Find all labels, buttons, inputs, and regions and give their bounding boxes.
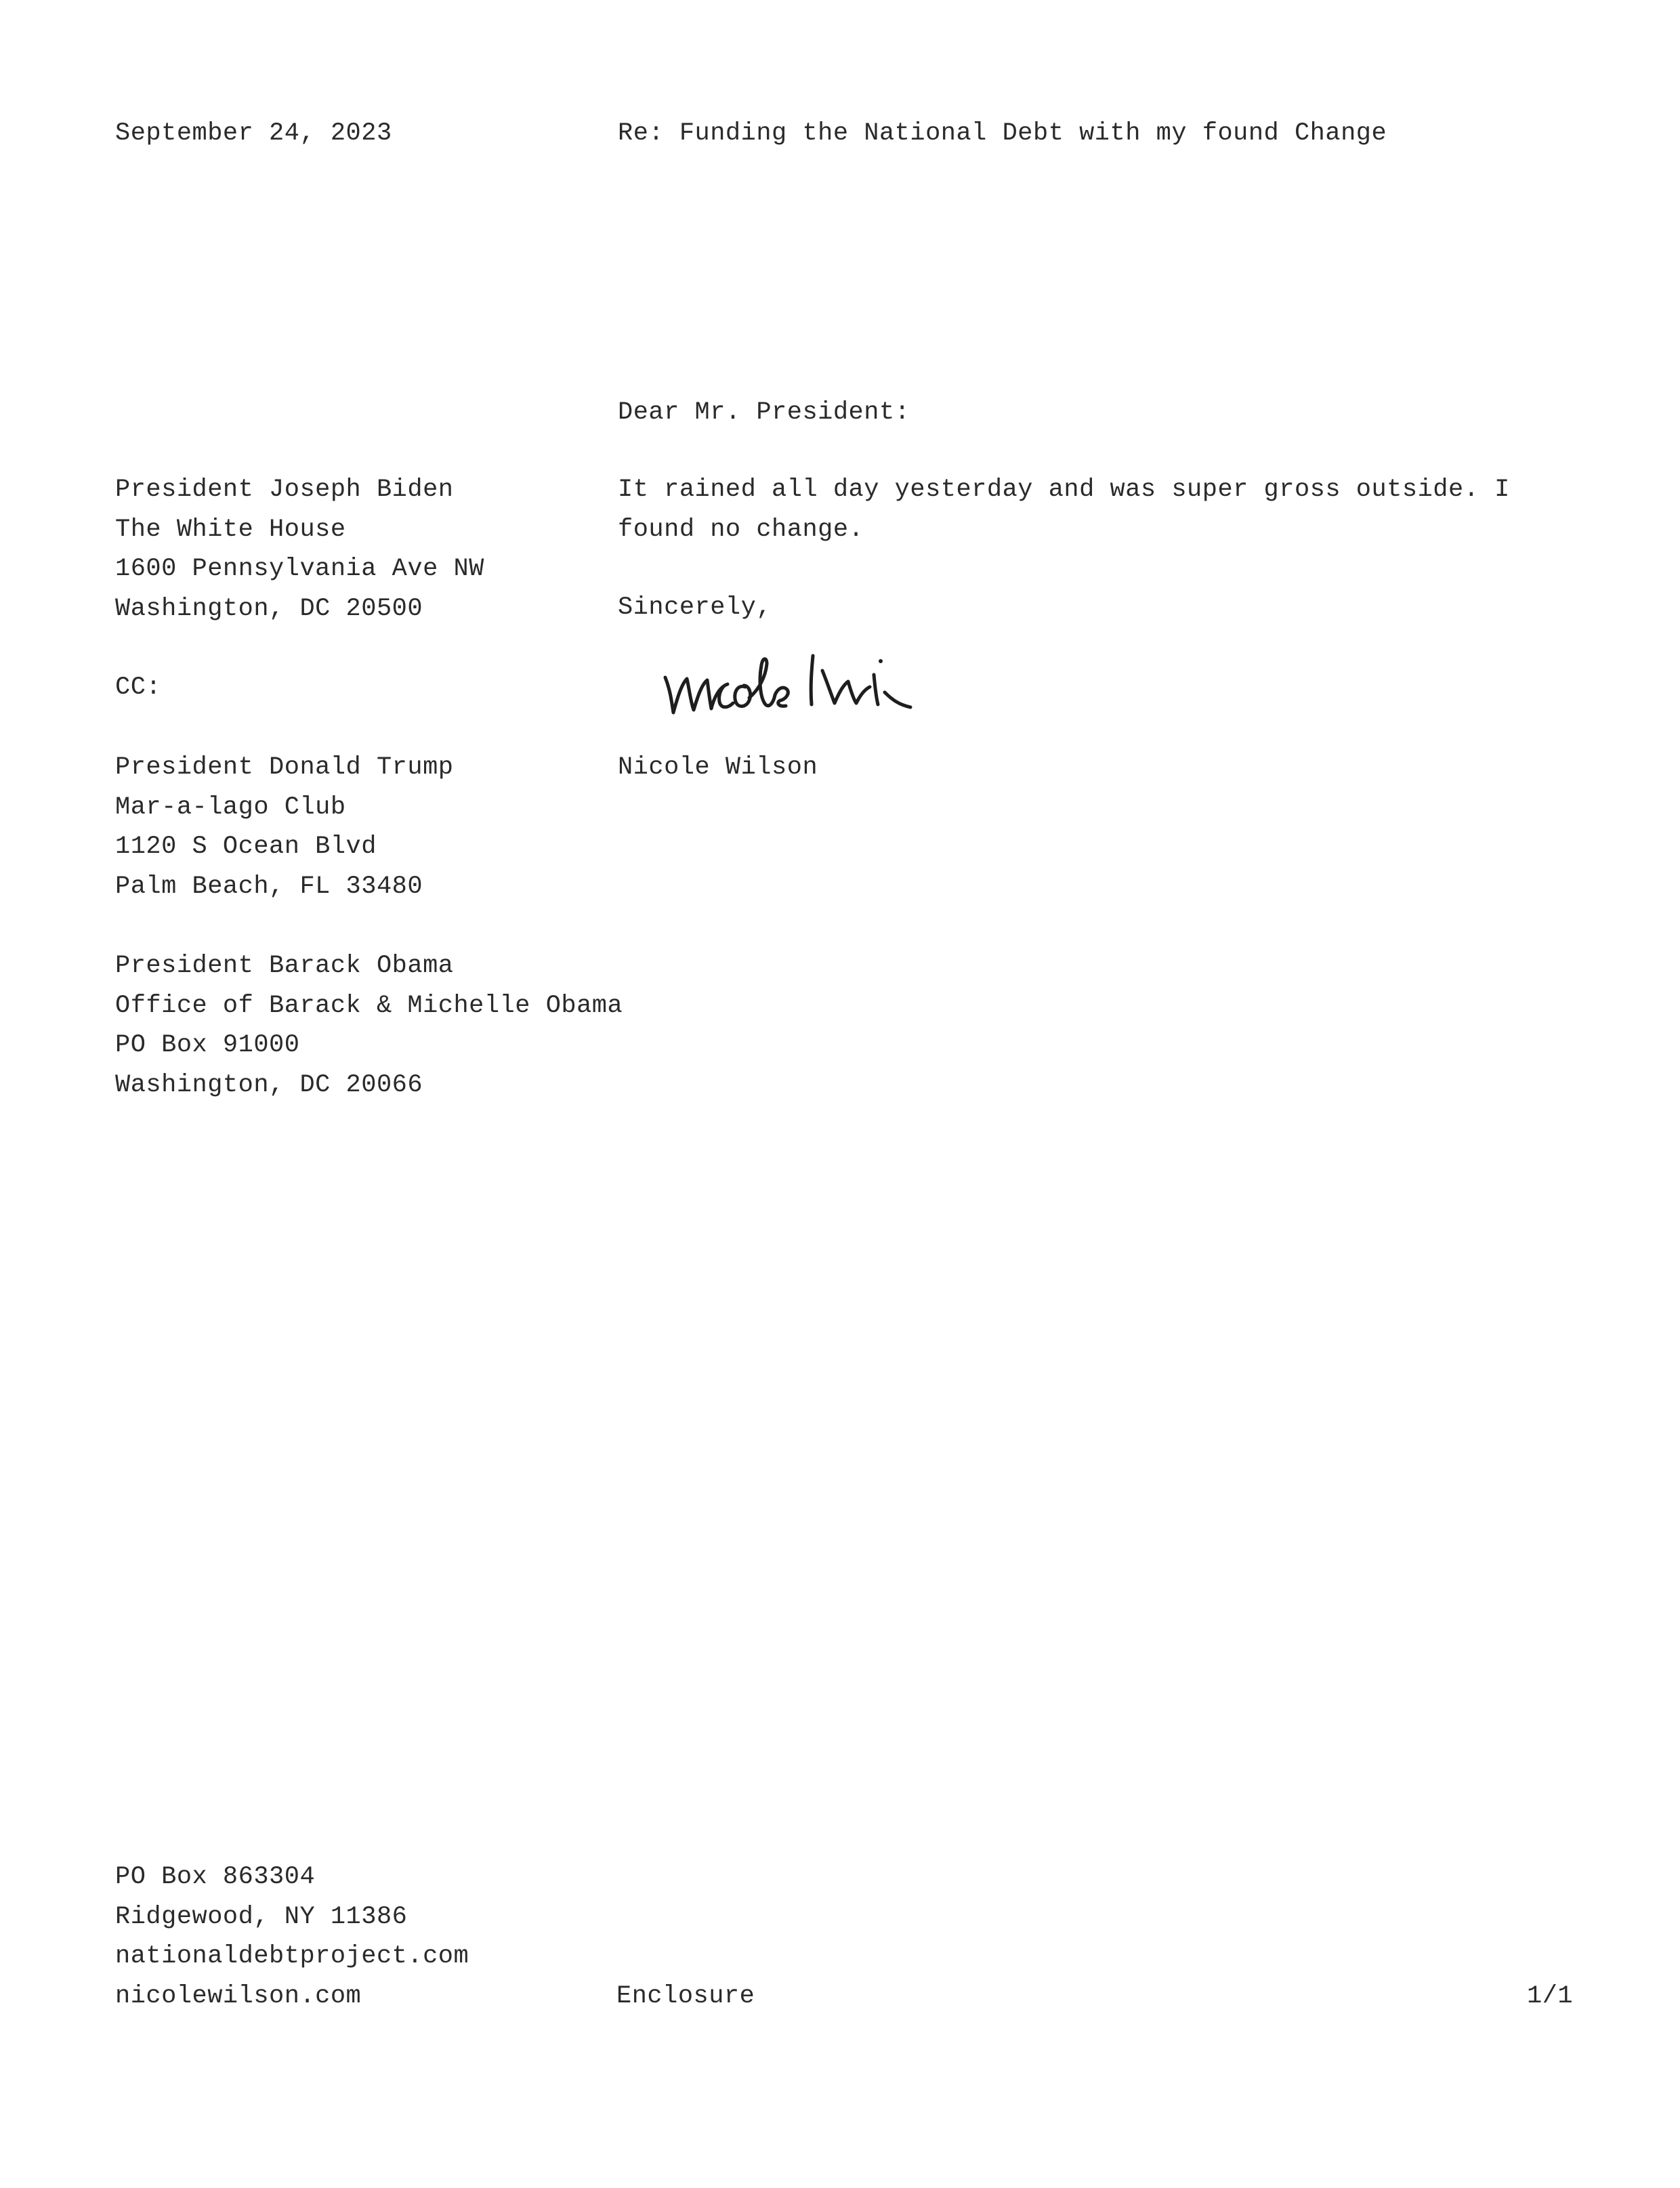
address-line: Office of Barack & Michelle Obama (115, 991, 623, 1020)
address-line: 1120 S Ocean Blvd (115, 833, 377, 861)
address-line: Palm Beach, FL 33480 (115, 872, 423, 901)
handwritten-signature (657, 637, 982, 725)
signer-name: Nicole Wilson (618, 753, 818, 782)
cc-address-trump (115, 748, 453, 906)
letter-body: It rained all day yesterday and was super gross outside. I found no change. (618, 476, 1510, 544)
address-line: PO Box 91000 (115, 1031, 300, 1059)
address-line: The White House (115, 515, 346, 544)
closing: Sincerely, (618, 593, 772, 622)
address-line: President Barack Obama (115, 952, 454, 980)
recipient-address (115, 470, 484, 629)
cc-address-obama (115, 946, 623, 1105)
sender-website: nationaldebtproject.com (115, 1942, 469, 1971)
letter-date: September 24, 2023 (115, 119, 392, 148)
sender-website: nicolewilson.com (115, 1981, 362, 2011)
enclosure-note: Enclosure (616, 1982, 755, 2011)
page-number: 1/1 (1527, 1982, 1574, 2011)
salutation: Dear Mr. President: (618, 398, 910, 427)
address-line: Washington, DC 20500 (115, 594, 423, 623)
letter-subject: Re: Funding the National Debt with my found Change (618, 119, 1387, 148)
address-line: President Joseph Biden (115, 476, 454, 504)
sender-line: PO Box 863304 (115, 1863, 316, 1891)
cc-label: CC: (115, 673, 162, 702)
address-line: President Donald Trump (115, 753, 454, 782)
sender-line: Ridgewood, NY 11386 (115, 1902, 408, 1931)
address-line: Mar-a-lago Club (115, 793, 346, 822)
address-line: 1600 Pennsylvania Ave NW (115, 555, 484, 583)
address-line: Washington, DC 20066 (115, 1070, 423, 1099)
sender-contact (115, 1857, 469, 2016)
